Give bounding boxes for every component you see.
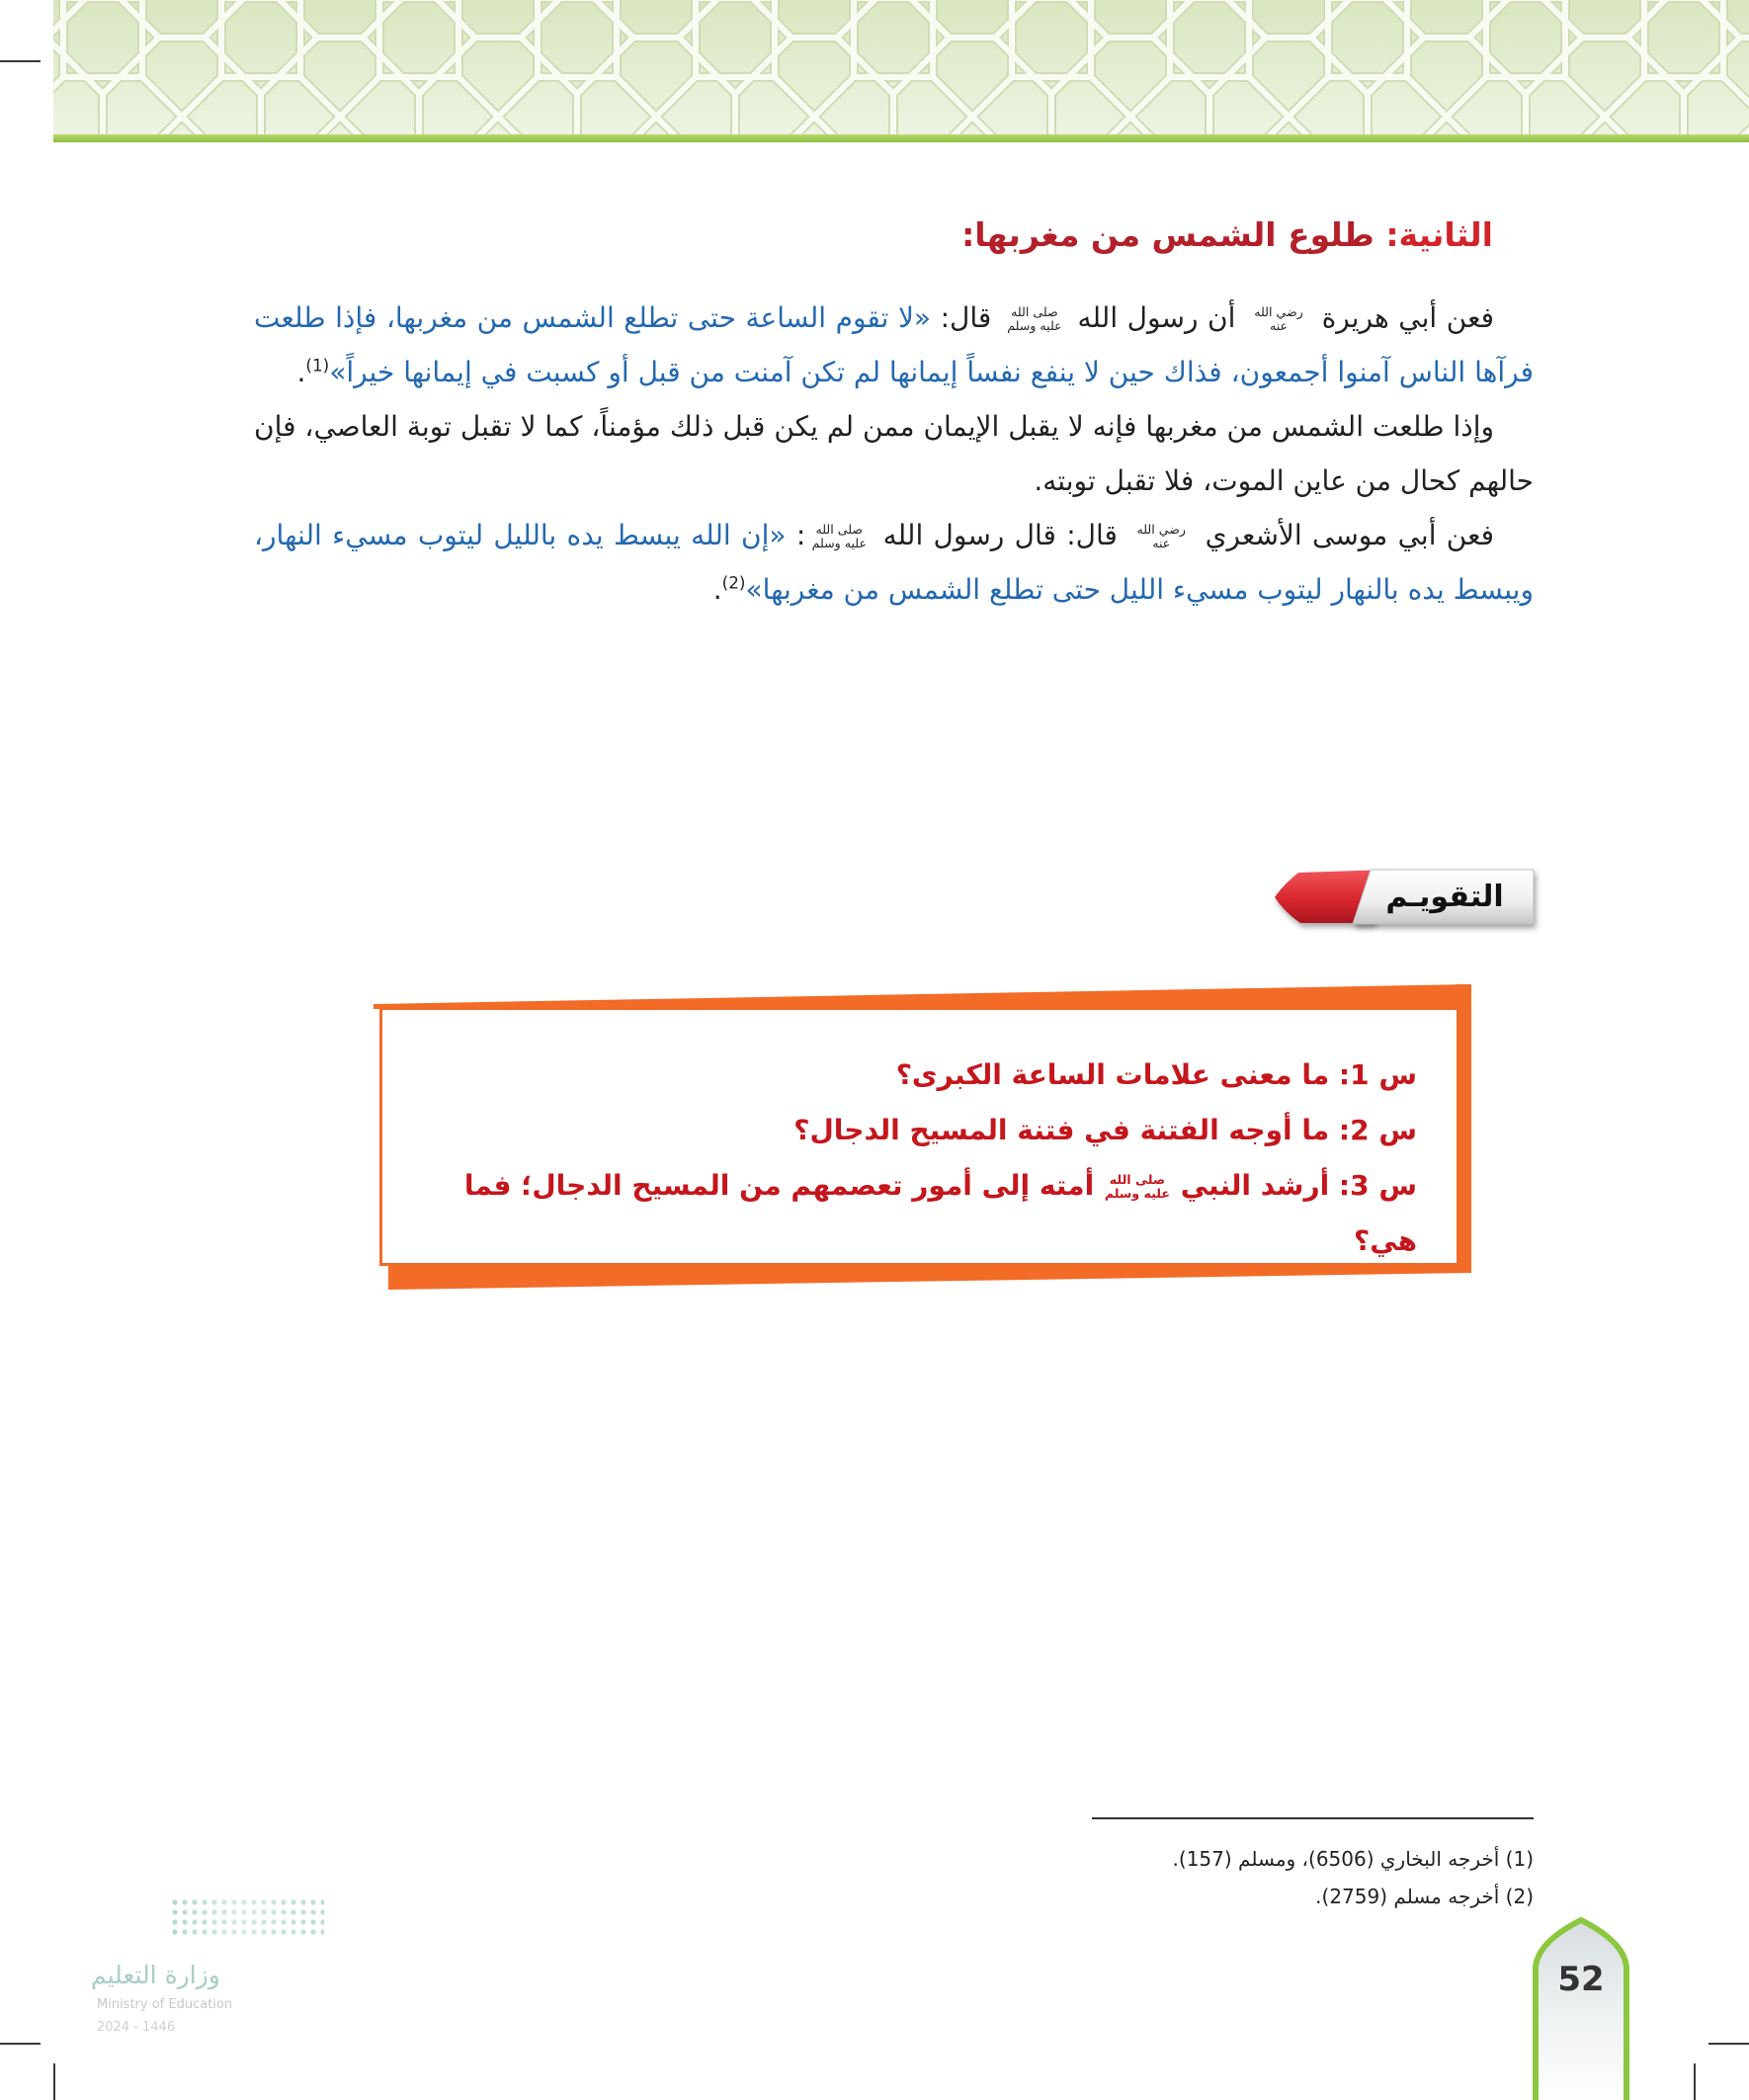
crop-mark-bottom-left-vertical: [53, 2063, 55, 2100]
ministry-logo-arabic-name: وزارة التعليم: [91, 1961, 220, 1989]
paragraph-abu-hurayra: [254, 291, 1534, 399]
ministry-logo-years: 2024 - 1446: [97, 2020, 176, 2035]
frame-top-bar: [374, 984, 1471, 1009]
honorific-salallahu-alayhi-wasallam: صلى الله عليه وسلم: [811, 522, 867, 550]
footnotes: [988, 1840, 1534, 1915]
paragraph-intro: أن رسول الله: [1077, 301, 1236, 334]
question-1: س 1: ما معنى علامات الساعة الكبرى؟: [895, 1058, 1417, 1091]
footnote-1: (1) أخرجه البخاري (6506)، ومسلم (157).: [1172, 1847, 1534, 1871]
paragraph-intro: فعن أبي هريرة: [1321, 301, 1494, 334]
question-3-end: أمته إلى أمور تعصمهم من المسيح الدجال؛ فما هي؟: [463, 1169, 1417, 1257]
crop-mark-top-left-horizontal: [0, 60, 41, 62]
crop-mark-bottom-left-horizontal: [0, 2043, 41, 2045]
questions-box: [379, 1007, 1459, 1266]
ministry-logo-dots: [170, 1897, 324, 1943]
crop-mark-bottom-right-vertical: [1694, 2063, 1696, 2100]
question-3: [402, 1158, 1417, 1269]
sentence-end: .: [712, 573, 722, 606]
body-text: [254, 291, 1534, 617]
question-2: س 2: ما أوجه الفتنة في فتنة المسيح الدجال؟: [793, 1114, 1417, 1146]
sentence-end: .: [296, 356, 306, 388]
crop-mark-bottom-right-horizontal: [1708, 2043, 1749, 2045]
evaluation-badge-label: التقويـم: [1385, 880, 1504, 914]
paragraph-repentance: [254, 399, 1534, 508]
page-number-tab: [1527, 1912, 1635, 2100]
hadith-quote: «لا تقوم الساعة حتى تطلع الشمس من مغربها، فإذا طلعت فرآها الناس آمنوا أجمعون، فذاك حين لا ينفع نفساً إيمانها لم تكن آمنت من قبل أو كسبت في إيمانها خيراً»: [254, 301, 1534, 388]
colon: :: [795, 519, 806, 551]
footnote-2: (2) أخرجه مسلم (2759).: [1315, 1885, 1534, 1908]
header-pattern-band: [53, 0, 1749, 142]
paragraph-intro: قال: قال رسول الله: [882, 519, 1118, 551]
ministry-logo-english-name: Ministry of Education: [97, 1997, 233, 2012]
honorific-radiallahu-anhu: رضي الله عنه: [1136, 522, 1187, 550]
page-number: 52: [1557, 1960, 1605, 1999]
section-heading: [254, 210, 1534, 261]
footnote-reference: (1): [305, 355, 330, 376]
paragraph-abu-musa: [254, 508, 1534, 617]
question-3-start: س 3: أرشد النبي: [1180, 1169, 1417, 1202]
hadith-quote: «إن الله يبسط يده بالليل ليتوب مسيء النهار، ويبسط يده بالنهار ليتوب مسيء الليل حتى تطلع الشمس من مغربها»: [254, 519, 1534, 606]
heading-title: طلوع الشمس من مغربها:: [961, 215, 1374, 254]
honorific-salallahu-alayhi-wasallam: صلى الله عليه وسلم: [1007, 304, 1062, 333]
honorific-salallahu-alayhi-wasallam: صلى الله عليه وسلم: [1104, 1172, 1170, 1201]
footnote-separator: [1092, 1817, 1534, 1819]
paragraph-intro: قال:: [940, 301, 992, 334]
honorific-radiallahu-anhu: رضي الله عنه: [1254, 304, 1303, 333]
paragraph-intro: فعن أبي موسى الأشعري: [1205, 519, 1494, 551]
footnote-reference: (2): [721, 572, 746, 593]
heading-ordinal: الثانية:: [1385, 215, 1493, 254]
paragraph-text: وإذا طلعت الشمس من مغربها فإنه لا يقبل الإيمان ممن لم يكن قبل ذلك مؤمناً، كما لا تقبل توبة العاصي، فإن حالهم كحال من عاين الموت، فلا تقبل توبته.: [254, 410, 1534, 497]
